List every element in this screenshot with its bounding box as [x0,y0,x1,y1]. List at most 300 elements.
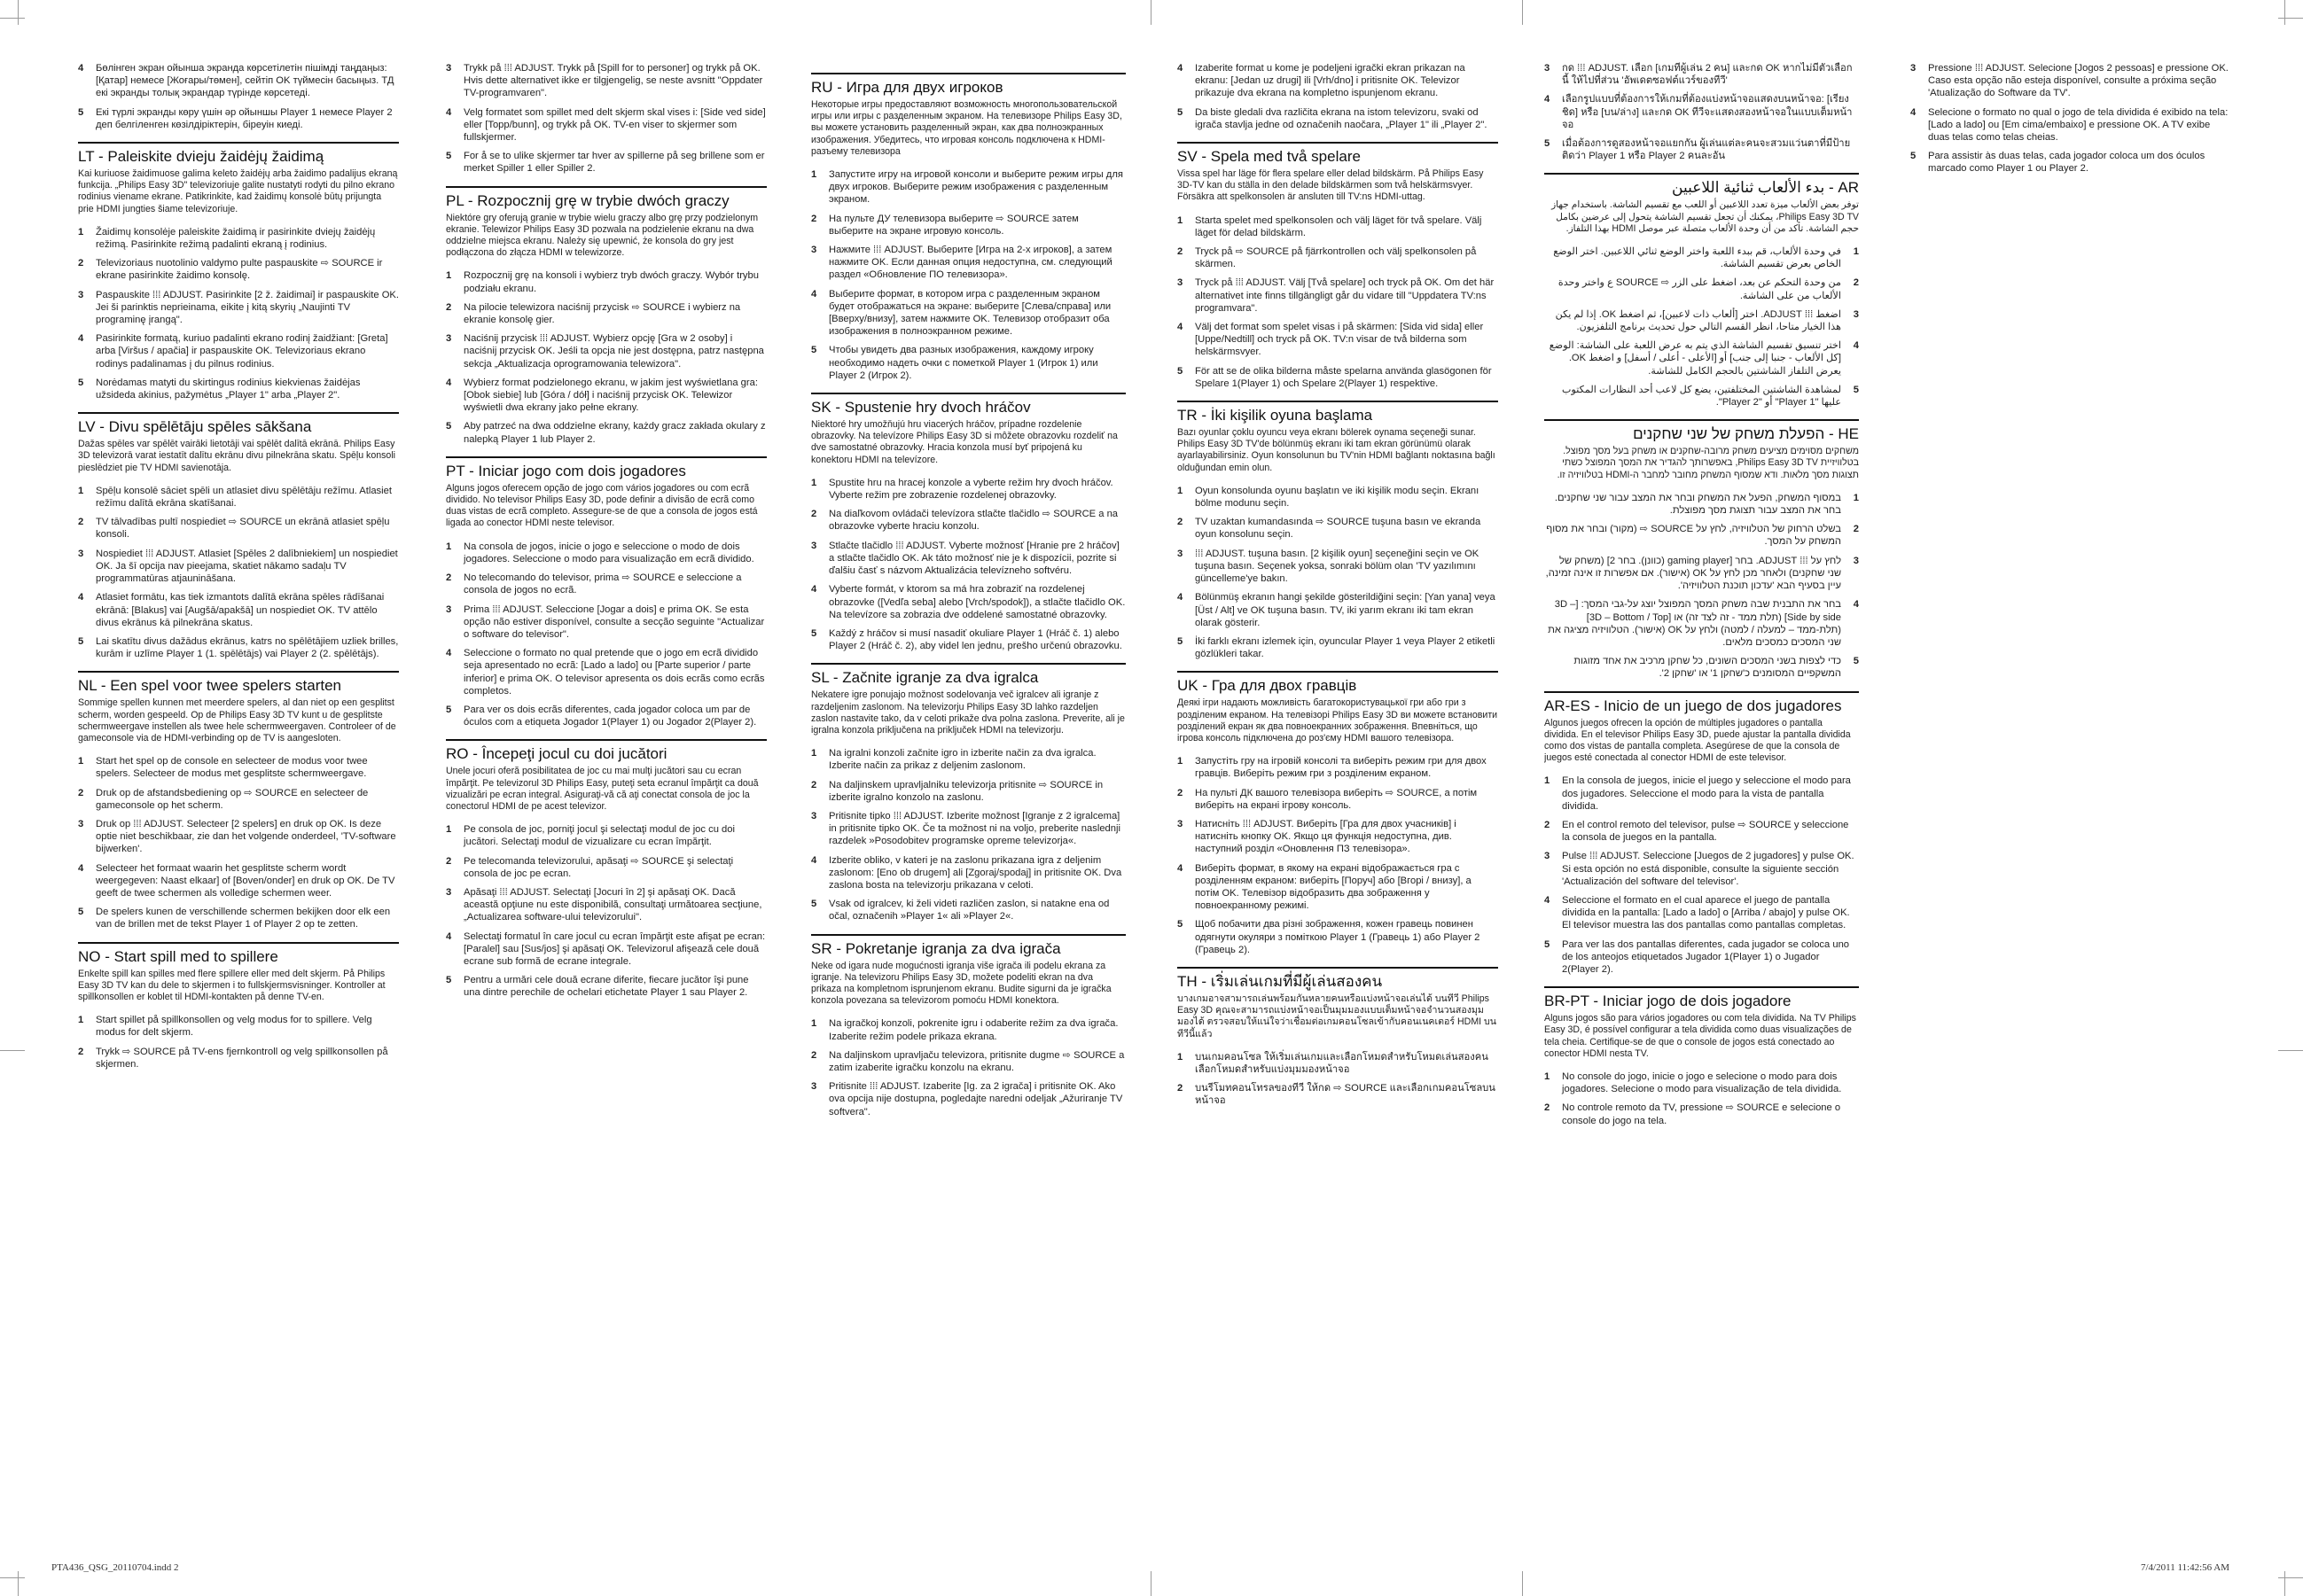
instruction-step [811,1080,1126,1118]
section-intro: משחקים מסוימים מציעים משחק מרובה-שחקנים או משחק בעל מסך מפוצל. בטלוויזיית Philips Easy 3D TV, באפשרותך להגדיר את המסך המפוצל כשתי תצוגות מסך מלאות. ודא שמסוף המשחק מחובר למחבר ה-HDMI בטלוויזיה זו. [1557,446,1859,480]
crop-mark [0,1050,25,1051]
step-text: בחר את התבנית שבה משחק המסך המפוצל יוצג על-גבי המסך: [3D – Side by side] (תלת ממד - זה לצד זה) או [3D – Bottom / Top] (תלת-ממד – למעלה / למטה) ולחץ על OK (אישור). הטלוויזיה מציגה את שני המסכים כמסכים מלאים. [1548,599,1841,648]
step-number: 3 [1544,63,1550,74]
section-intro: บางเกมอาจสามารถเล่นพร้อมกันหลายคนหรือแบ่งหน้าจอเล่นได้ บนทีวี Philips Easy 3D คุณจะสามารถแบ่งหน้าจอเป็นมุมมองแบบเต็มหน้าจอจำนวนสองมุมมองได้ ตรวจสอบให้แน่ใจว่าเชื่อมต่อเกมคอนโซลเข้ากับคอนเนคเตอร์ HDMI บนทีวีนี้แล้ว [1177,993,1496,1039]
instruction-step [1177,818,1498,856]
step-number: 3 [446,603,452,615]
instruction-step [1910,150,2234,175]
language-section [1177,967,1498,1108]
step-number: 5 [446,151,452,162]
page-column [446,62,767,1560]
step-text: Para ver las dos pantallas diferentes, cada jugador se coloca uno de los anteojos etiquetados Jugador 1(Player 1) o Jugador 2(Player 2). [1562,938,1850,975]
step-number: 4 [1177,862,1183,874]
step-text: Tryck på ⁞⁞⁞ ADJUST. Välj [Två spelare] och tryck på OK. Om det här alternativet inte finns tillgängligt går du vidare till "Uppdatera TV:ns programvara". [1195,277,1495,314]
section-divider [1177,671,1498,673]
instruction-step [446,647,767,697]
crop-mark [2278,1050,2303,1051]
page-column [1910,62,2234,1560]
instruction-step [1544,492,1859,517]
instruction-step [1177,1051,1498,1076]
step-text: Para ver os dois ecrãs diferentes, cada jogador coloca um par de óculos com a etiqueta Jogador 1(Player 1) ou Jogador 2(Player 2). [464,704,757,728]
instruction-step [446,269,767,294]
section-divider [1544,419,1859,421]
step-text: İki farklı ekranı izlemek için, oyuncular Player 1 veya Player 2 etiketli gözlükleri takar. [1195,635,1495,660]
step-text: TV uzaktan kumandasında ⇨ SOURCE tuşuna basın ve ekranda oyun konsolunu seçin. [1195,517,1481,541]
step-number: 3 [1177,548,1183,559]
section-divider [811,393,1126,394]
step-text: Натисніть ⁞⁞⁞ ADJUST. Виберіть [Гра для двох учасників] і натисніть кнопку OK. Якщо ця функція недоступна, див. наступний розділ «Оновлення ПЗ телевізора». [1195,818,1456,855]
section-intro: Neke od igara nude mogućnosti igranja više igrača ili podelu ekrana za igranje. Na televizoru Philips Easy 3D, možete podeliti ekran na dva prikaza na kompletnom isprunjenom ekranu. Budite sigurni da je igračka konzola povezana sa televizorom pomoću HDMI konektora. [811,960,1112,1007]
instruction-step [78,591,399,629]
step-number: 1 [811,477,817,488]
footer-file-name: PTA436_QSG_20110704.indd 2 [51,1562,179,1573]
step-text: Pulse ⁞⁞⁞ ADJUST. Seleccione [Juegos de 2 jugadores] y pulse OK. Si esta opción no está disponible, consulte la siguiente sección 'Actualización del software del televisor'. [1562,851,1854,887]
step-number: 3 [446,63,452,74]
section-title: TH - เริ่มเล่นเกมที่มีผู้เล่นสองคน [1177,972,1383,990]
step-text: Pritisnite tipko ⁞⁞⁞ ADJUST. Izberite možnost [Igranje z 2 igralcema] in pritisnite tipko OK. Če ta možnost ni na voljo, preberite naslednji razdelek »Posodobitev programske opreme televizorja«. [829,810,1120,847]
step-text: Екі түрлі экранды көру үшін әр ойыншы Player 1 немесе Player 2 деп белгіленген көзілдіріктерін, біреуін киеді. [96,106,393,130]
instruction-step [78,635,399,660]
section-title: AR-ES - Inicio de un juego de dos jugadores [1544,697,1842,714]
step-number: 2 [811,509,817,520]
step-number: 1 [1177,214,1183,226]
step-text: Seleccione el formato en el cual aparece el juego de pantalla dividida en la pantalla: [Lado a lado] o [Arriba / abajo] y pulse OK. El televisor muestra las dos pantallas como pantallas completas. [1562,894,1850,931]
step-text: Selecteer het formaat waarin het gesplitste scherm wordt weergegeven: Naast elkaar] of [Boven/onder] en druk op OK. De TV geeft de twee schermen als volledige schermen weer. [96,862,395,899]
step-text: Para assistir às duas telas, cada jogador coloca um dos óculos marcado como Player 1 ou Player 2. [1928,151,2205,175]
step-text: في وحدة الألعاب، قم ببدء اللعبة واختر الوضع ثنائي اللاعبين. اختر الوضع الخاص بعرض تقسيم الشاشة. [1553,246,1841,270]
instruction-step [446,886,767,924]
crop-mark [2284,0,2285,25]
step-number: 3 [1910,63,1917,74]
instruction-step [78,289,399,327]
step-text: Бөлінген экран ойынша экранда көрсетілетін пішімді таңдаңыз: [Қатар] немесе [Жоғары/төмен], сейтіп OK түймесін басыңыз. ТД екі экранды толық экрандар түрінде көрсетеді. [96,63,394,99]
step-number: 4 [78,63,84,74]
step-text: اضغط ⁞⁞⁞ ADJUST. اختر [ألعاب ذات لاعبين]، ثم اضغط OK. إذا لم يكن هذا الخيار متاحا، انظر القسم التالي حول تحديث برنامج التلفزيون. [1555,308,1841,333]
step-number: 4 [811,584,817,596]
step-number: 4 [446,930,452,942]
section-divider [1177,142,1498,144]
step-number: 4 [78,333,84,345]
section-divider [1544,173,1859,175]
instruction-step [1177,1082,1498,1107]
step-number: 1 [1177,756,1183,767]
instruction-step [446,823,767,848]
step-number: 5 [1853,384,1859,395]
step-number: 1 [1544,775,1550,787]
instruction-step [1544,1070,1859,1095]
instruction-step [1544,775,1859,813]
step-text: לחץ על ⁞⁞⁞ ADJUST. בחר [gaming player (כוונן). בחר 2] (משחק של שני שחקנים) ולאחר מכן לחץ על OK (אישור). אם אפשרות זו אינה זמינה, עיין בסעיף הבא 'עדכון תוכנת הטלוויזיה'. [1545,555,1841,592]
step-text: Нажмите ⁞⁞⁞ ADJUST. Выберите [Игра на 2-х игроков], а затем нажмите OK. Если данная опция недоступна, см. следующий раздел «Обновление ПО телевизора». [829,245,1112,281]
step-text: اختر تنسيق تقسيم الشاشة الذي يتم به عرض اللعبة على الشاشة: الوضع [كل الألعاب - جنبا إلى جنب] أو [الأعلى - أعلى / أسفل] و اضغط OK. يعرض التلفاز الشاشتين بالحجم الكامل للشاشة. [1549,340,1841,377]
language-section [446,186,767,446]
section-intro: Niektóre gry oferują granie w trybie wielu graczy albo grę przy podzielonym ekranie. Telewizor Philips Easy 3D pozwala na podzielenie ekranu na dwa oddzielne miejsca ekranu. Należy się upewnić, że konsola do gry jest podłączona do złącza HDMI w telewizorze. [446,212,759,259]
page-column [78,62,399,1560]
step-number: 5 [1177,365,1183,377]
step-text: Prima ⁞⁞⁞ ADJUST. Seleccione [Jogar a dois] e prima OK. Se esta opção não estiver disponível, consulte a secção seguinte "Actualizar o software do televisor". [464,603,765,640]
step-text: En la consola de juegos, inicie el juego y seleccione el modo para dos jugadores. Seleccione el modo para la vista de pantalla dividida. [1562,775,1851,812]
section-divider [811,663,1126,665]
instruction-step [1177,245,1498,270]
language-section [78,942,399,1070]
section-intro: Alguns jogos oferecem opção de jogo com vários jogadores ou com ecrã dividido. No televisor Philips Easy 3D, pode definir a divisão de ecrã como duas vistas de ecrã completo. Assegure-se de que a consola de jogos está ligada ao conector HDMI neste televisor. [446,482,758,529]
instruction-step [78,257,399,282]
instruction-step [811,747,1126,772]
step-text: Start spillet på spillkonsollen og velg modus for to spillere. Velg modus for delt skjerm. [96,1015,372,1039]
instruction-step [811,810,1126,848]
step-text: Trykk på ⁞⁞⁞ ADJUST. Trykk på [Spill for to personer] og trykk på OK. Hvis dette alternativet ikke er tilgjengelig, se neste avsnitt "Oppdater TV-programvaren". [464,63,763,99]
step-text: Rozpocznij grę na konsoli i wybierz tryb dwóch graczy. Wybór trybu podziału ekranu. [464,270,759,294]
section-divider [78,412,399,414]
language-section [811,393,1126,652]
step-text: Norėdamas matyti du skirtingus rodinius kiekvienas žaidėjas užsideda akinius, pažymėtus „Player 1" arba „Player 2". [96,377,361,401]
step-text: De spelers kunen de verschillende schermen bekijken door elk een van de brillen met de tekst Player 1 of Player 2 op te zetten. [96,907,391,930]
section-intro: Algunos juegos ofrecen la opción de múltiples jugadores o pantalla dividida. En el televisor Philips Easy 3D, puede ajustar la pantalla dividida como dos vistas de pantalla completa. Asegúrese de que la consola de juegos esté conectada al conector HDMI de este televisor. [1544,717,1851,764]
instruction-step [1544,598,1859,649]
step-number: 5 [1910,151,1917,162]
step-text: Na consola de jogos, inicie o jogo e seleccione o modo de dois jogadores. Seleccione o modo para visualização em ecrã dividido. [464,541,754,564]
step-text: Na pilocie telewizora naciśnij przycisk ⇨ SOURCE i wybierz na ekranie konsolę gier. [464,301,741,326]
step-text: En el control remoto del televisor, pulse ⇨ SOURCE y seleccione la consola de juegos en la pantalla. [1562,819,1849,844]
instruction-step [811,627,1126,652]
step-number: 5 [1177,106,1183,118]
step-text: Tryck på ⇨ SOURCE på fjärrkontrollen och välj spelkonsolen på skärmen. [1195,246,1477,270]
step-number: 2 [811,779,817,790]
section-intro: Kai kuriuose žaidimuose galima keleto žaidėjų arba žaidimo padalijus ekraną funkcija. „Philips Easy 3D" televizoriuje galite nustatyti rodyti du pilno ekrano rodinius viename ekrane. Patikrinkite, kad žaidimų konsolė būtų prijungta prie HDMI jungties šiame televizoriuje. [78,168,398,214]
section-title: NO - Start spill med to spillere [78,947,278,965]
instruction-step [78,906,399,930]
section-divider [1177,401,1498,402]
instruction-step [1177,321,1498,359]
instruction-step [78,62,399,100]
step-number: 3 [1853,308,1859,320]
step-number: 4 [446,648,452,659]
instruction-step [78,862,399,900]
step-number: 1 [1544,1070,1550,1082]
step-text: כדי לצפות בשני המסכים השונים, כל שחקן מרכיב את אחד מזוגות המשקפיים המסומנים כ'שחקן 1' או 'שחקן 2'. [1573,656,1841,680]
step-number: 4 [1853,599,1859,611]
step-text: במסוף המשחק, הפעל את המשחק ובחר את המצב עבור שני שחקנים. בחר את המצב עבור תצוגת מסך מפוצלת. [1554,492,1841,517]
step-text: Wybierz format podzielonego ekranu, w jakim jest wyświetlana gra: [Obok siebie] lub [Góra / dół] i naciśnij przycisk OK. Telewizor wyświetli dwa ekrany jako pełne ekrany. [464,377,758,414]
step-text: Pe consola de joc, porniţi jocul şi selectaţi modul de joc cu doi jucători. Selectaţi modul de vizualizare cu ecran împărţit. [464,824,735,848]
section-intro: Некоторые игры предоставляют возможность многопользовательской игры или игры с разделенным экраном. На телевизоре Philips Easy 3D, вы можете установить разделенный экран, как два полноэкранных изображения. Убедитесь, что игровая консоль подключена к HDMI-разъему телевизора [811,99,1122,157]
crop-mark [0,1577,25,1578]
crop-mark [0,18,25,19]
instruction-step [1544,850,1859,888]
step-number: 1 [1177,1051,1183,1063]
step-number: 5 [811,899,817,910]
instruction-step [78,1046,399,1070]
step-text: Чтобы увидеть два разных изображения, каждому игроку необходимо надеть очки с пометкой Player 1 (Игрок 1) или Player 2 (Игрок 2). [829,345,1098,381]
crop-mark [1151,0,1152,25]
step-text: Vyberte formát, v ktorom sa má hra zobraziť na rozdelenej obrazovke ([Vedľa seba] alebo [Vrch/spodok]), a stlačte tlačidlo OK. Na televízore sa zobrazia dve oddelené samostatné obrazovky. [829,584,1126,620]
step-text: Trykk ⇨ SOURCE på TV-ens fjernkontroll og velg spillkonsollen på skjermen. [96,1046,388,1070]
instruction-step [1177,106,1498,131]
step-number: 4 [1177,592,1183,603]
instruction-step [811,540,1126,578]
instruction-step [811,583,1126,621]
instruction-step [1177,787,1498,812]
step-number: 4 [446,377,452,388]
footer-datetime: 7/4/2011 11:42:56 AM [2141,1562,2230,1573]
step-number: 3 [1177,818,1183,829]
step-text: Oyun konsolunda oyunu başlatın ve iki kişilik modu seçin. Ekranı bölme modunu seçin. [1195,485,1479,510]
instruction-step [78,106,399,131]
language-section [1177,671,1498,956]
language-section [78,671,399,930]
crop-mark [2278,1577,2303,1578]
instruction-step [1177,591,1498,629]
instruction-step [446,377,767,415]
instruction-step [1544,384,1859,409]
step-number: 2 [1853,277,1859,289]
step-text: For å se to ulike skjermer tar hver av spillerne på seg brillene som er merket Spiller 1 eller Spiller 2. [464,151,765,175]
instruction-step [811,854,1126,892]
step-text: Виберіть формат, в якому на екрані відображається гра с розділенням екраном: виберіть [Поруч] або [Вгорі / внизу], а потім OK. Телевізор відобразить два зображення у повноекранному режимі. [1195,862,1472,912]
instruction-step [446,704,767,728]
instruction-step [1544,93,1859,131]
instruction-step [1544,339,1859,378]
step-number: 3 [78,548,84,559]
crop-mark [1522,1571,1523,1596]
step-text: Na igračkoj konzoli, pokrenite igru i odaberite režim za dva igrača. Izaberite režim podele prikaza ekrana. [829,1018,1119,1042]
section-divider [1544,986,1859,988]
step-text: Vsak od igralcev, ki želi videti različen zaslon, si natakne ena od očal, označenih »Player 1« ali »Player 2«. [829,899,1110,923]
instruction-step [1177,862,1498,913]
instruction-step [1910,106,2234,144]
step-number: 1 [446,270,452,282]
step-number: 2 [446,855,452,867]
step-text: เลือกรูปแบบที่ต้องการให้เกมที่ต้องแบ่งหน้าจอแสดงบนหน้าจอ: [เรียงชิด] หรือ [บน/ล่าง] และกด OK ทีวีจะแสดงสองหน้าจอในแบบเต็มหน้าจอ [1562,94,1853,130]
section-title: SK - Spustenie hry dvoch hráčov [811,399,1031,417]
step-number: 5 [1544,138,1550,150]
instruction-step [1910,62,2234,100]
step-text: Na igralni konzoli začnite igro in izberite način za dva igralca. Izberite način za prikaz z deljenim zaslonom. [829,748,1097,772]
step-number: 2 [78,258,84,269]
step-number: 5 [78,907,84,918]
instruction-step [1177,635,1498,660]
section-divider [78,942,399,944]
step-text: Spēļu konsolē sāciet spēli un atlasiet divu spēlētāju režīmu. Atlasiet režīmu dalītā ekrāna skatīšanai. [96,485,392,510]
step-text: Izaberite format u kome je podeljeni igrački ekran prikazan na ekranu: [Jedan uz drugi] ili [Vrh/dno] i pritisnite OK. Televizor prikazuje dva ekrana na kompletno ispunjenom ekranu. [1195,63,1465,99]
instruction-step [78,332,399,370]
step-text: Spustite hru na hracej konzole a vyberte režim hry dvoch hráčov. Vyberte režim pre zobrazenie rozdelenej obrazovky. [829,477,1113,502]
instruction-step [1177,548,1498,586]
section-divider [78,671,399,673]
instruction-step [811,1049,1126,1074]
step-text: Televizoriaus nuotolinio valdymo pulte paspauskite ⇨ SOURCE ir ekrane pasirinkite žaidimo konsolę. [96,258,383,282]
step-text: Запустите игру на игровой консоли и выберите режим игры для двух игроков. Выберите режим изображения с разделенным экраном. [829,169,1123,206]
instruction-step [446,106,767,144]
instruction-step [78,1014,399,1039]
instruction-step [1544,308,1859,333]
section-title: UK - Гра для двох гравців [1177,677,1357,695]
step-text: Välj det format som spelet visas i på skärmen: [Sida vid sida] eller [Uppe/Nedtill] och tryck på OK. TV:n visar de två bilderna som helskärmsvyer. [1195,322,1484,358]
instruction-step [78,787,399,812]
instruction-step [1544,655,1859,680]
step-number: 1 [811,748,817,759]
step-text: Selectaţi formatul în care jocul cu ecran împărţit este afişat pe ecran: [Paralel] sau [Sus/jos] şi apăsaţi OK. Televizorul afişează cele două ecrane sub formă de ecrane integrale. [464,930,766,967]
instruction-step [446,420,767,445]
instruction-step [1177,485,1498,510]
instruction-step [811,168,1126,206]
language-section [811,663,1126,923]
step-number: 3 [78,289,84,300]
section-title: HE - הפעלת משחק של שני שחקנים [1633,425,1859,443]
step-text: Na diaľkovom ovládači televízora stlačte tlačidlo ⇨ SOURCE a na obrazovke vyberte hraciu konzolu. [829,509,1119,533]
instruction-step [1544,555,1859,593]
step-number: 4 [811,288,817,300]
step-number: 5 [78,635,84,647]
step-text: Apăsaţi ⁞⁞⁞ ADJUST. Selectaţi [Jocuri în 2] şi apăsaţi OK. Dacă această opţiune nu este disponibilă, consultaţi următoarea secţiune, „Actualizarea software-ului televizorului". [464,886,762,923]
crop-mark [1151,1571,1152,1596]
step-text: No console do jogo, inicie o jogo e selecione o modo para dois jogadores. Selecione o modo para visualização de tela dividida. [1562,1070,1842,1095]
section-title: PL - Rozpocznij grę w trybie dwóch graczy [446,191,730,209]
instruction-step [1544,62,1859,87]
step-text: Žaidimų konsolėje paleiskite žaidimą ir pasirinkite dviejų žaidėjų režimą. Pasirinkite režimą padalinti ekraną į rodinius. [96,226,376,251]
crop-mark [18,0,19,25]
instruction-step [811,244,1126,282]
step-text: На пульте ДУ телевизора выберите ⇨ SOURCE затем выберите на экране игровую консоль. [829,213,1079,237]
step-text: Start het spel op de console en selecteer de modus voor twee spelers. Selecteer de modus met gesplitste schermweergave. [96,756,368,780]
instruction-step [811,779,1126,804]
section-divider [78,142,399,144]
step-text: Stlačte tlačidlo ⁞⁞⁞ ADJUST. Vyberte možnosť [Hranie pre 2 hráčov] a stlačte tlačidlo OK. Ak táto možnosť nie je k dispozícii, pozrite si ďalšiu časť s názvom Aktualizácia televízneho softvéru. [829,540,1120,577]
section-intro: توفر بعض الألعاب ميزة تعدد اللاعبين أو اللعب مع تقسيم الشاشة. باستخدام جهاز Philips Easy 3D TV، يمكنك أن تجعل تقسيم الشاشة يتحول إلى عرضين بكامل حجم الشاشة. تأكد من أن وحدة الألعاب متصلة عبر موصل HDMI بهذا التلفاز. [1551,199,1859,234]
step-number: 2 [446,572,452,584]
step-text: Pasirinkite formatą, kuriuo padalinti ekrano rodinį žaidžiant: [Greta] arba [Viršus / apačia] ir paspauskite OK. Televizoriaus ekrano rodinys padalinamas į du pilnus rodinius. [96,333,388,370]
section-divider [446,456,767,458]
instruction-step [1177,365,1498,390]
step-text: Naciśnij przycisk ⁞⁞⁞ ADJUST. Wybierz opcję [Gra w 2 osoby] i naciśnij przycisk OK. Jeśli ta opcja nie jest dostępna, patrz następna sekcja „Aktualizacja oprogramowania telewizora". [464,333,764,370]
step-text: لمشاهدة الشاشتين المختلفتين، يضع كل لاعب أحد النظارات المكتوب عليها "Player 1" أو "Player 2". [1561,384,1841,409]
step-number: 1 [446,824,452,836]
section-intro: Bazı oyunlar çoklu oyuncu veya ekranı bölerek oynama seçeneği sunar. Philips Easy 3D TV'de bölünmüş ekranı iki tam ekran görünümü olarak ayarlayabilirsiniz. Oyun konsolunun bu TV'nin HDMI bağlantı noktasına bağlı olduğundan emin olun. [1177,427,1495,473]
language-section [1544,986,1859,1127]
section-title: NL - Een spel voor twee spelers starten [78,677,342,695]
section-title: PT - Iniciar jogo com dois jogadores [446,462,686,479]
step-number: 3 [811,540,817,551]
step-number: 5 [811,627,817,639]
section-divider [811,73,1126,74]
step-number: 3 [446,333,452,345]
step-number: 1 [1853,246,1859,258]
step-number: 2 [811,213,817,224]
step-number: 2 [1544,819,1550,830]
instruction-step [1544,938,1859,977]
section-divider [1544,691,1859,693]
instruction-step [446,541,767,565]
step-text: Щоб побачити два різні зображення, кожен гравець повинен одягнути окуляри з поміткою Player 1 (Гравець 1) або Player 2 (Гравець 2). [1195,919,1480,955]
step-number: 3 [1177,277,1183,289]
step-number: 1 [811,1018,817,1030]
step-text: Na daljinskem upravljalniku televizorja pritisnite ⇨ SOURCE in izberite igralno konzolo na zaslonu. [829,779,1104,803]
step-text: No controle remoto da TV, pressione ⇨ SOURCE e selecione o console do jogo na tela. [1562,1102,1841,1126]
step-text: Seleccione o formato no qual pretende que o jogo em ecrã dividido seja apresentado no ecrã: [Lado a lado] ou [Parte superior / parte inferior] e prima OK. O televisor apresenta os dois ecrãs como ecrãs completos. [464,648,765,697]
step-number: 2 [1177,787,1183,798]
step-number: 1 [78,485,84,496]
step-text: Запустіть гру на ігровій консолі та виберіть режим гри для двох гравців. Виберіть режим гри з розділеним екраном. [1195,756,1487,780]
language-section [446,456,767,728]
step-number: 5 [1544,938,1550,950]
section-intro: Nekatere igre ponujajo možnost sodelovanja več igralcev ali igranje z razdeljenim zaslonom. Na televizorju Philips Easy 3D lahko razdeljen zaslon nastavite tako, da v celoti prikaže dva polna zaslona. Preverite, ali je igralna konzola priključena na priključek HDMI na televizorju. [811,689,1125,736]
step-text: Pe telecomanda televizorului, apăsaţi ⇨ SOURCE şi selectaţi consola de joc pe ecran. [464,855,734,879]
step-number: 2 [1177,1083,1183,1094]
step-number: 4 [811,854,817,866]
instruction-step [446,332,767,370]
section-intro: Alguns jogos são para vários jogadores ou com tela dividida. Na TV Philips Easy 3D, é possível configurar a tela dividida como duas visualizações de tela cheia. Certifique-se de que o console de jogos está conectado ao conector HDMI nesta TV. [1544,1013,1856,1059]
instruction-step [811,288,1126,339]
instruction-step [811,1017,1126,1042]
step-number: 1 [78,756,84,767]
language-section [811,73,1126,382]
instruction-step [78,485,399,510]
section-title: BR-PT - Iniciar jogo de dois jogadore [1544,993,1792,1010]
step-text: Pentru a urmări cele două ecrane diferite, fiecare jucător îşi pune una dintre perechile de ochelari etichetate Player 1 sau Player 2. [464,975,749,999]
step-number: 1 [1177,485,1183,496]
instruction-step [1544,894,1859,932]
section-intro: Dažas spēles var spēlēt vairāki lietotāji vai spēlēt dalītā ekrānā. Philips Easy 3D televizorā varat iestatīt dalītu ekrānu divu pilnekrāna skatu. Spēļu konsoli pieslēdziet pie TV HDMI savienotāja. [78,439,396,473]
section-title: RO - Începeţi jocul cu doi jucători [446,745,667,763]
instruction-step [446,930,767,969]
instruction-step [1177,516,1498,541]
section-title: SL - Začnite igranje za dva igralca [811,669,1039,687]
instruction-step [1177,918,1498,956]
step-number: 4 [78,592,84,603]
step-text: No telecomando do televisor, prima ⇨ SOURCE e seleccione a consola de jogos no ecrã. [464,572,742,596]
step-number: 4 [1910,106,1917,118]
section-title: LT - Paleiskite dvieju žaidėjų žaidimą [78,148,324,166]
step-number: 4 [78,862,84,874]
section-title: SV - Spela med två spelare [1177,148,1361,166]
step-number: 3 [78,818,84,829]
step-number: 4 [1544,94,1550,105]
instruction-step [446,62,767,100]
section-intro: Enkelte spill kan spilles med flere spillere eller med delt skjerm. På Philips Easy 3D TV kan du dele to skjermen i to fullskjermsvisninger. Kontroller at spillkonsollen er koblet til HDMI-kontakten på denne TV-en. [78,968,386,1002]
section-divider [446,186,767,188]
instruction-step [811,213,1126,237]
page-column [1177,62,1498,1560]
step-text: Lai skatītu divus dažādus ekrānus, katrs no spēlētājiem uzliek brilles, kurām ir uzlīme Player 1 (1. spēlētājs) vai Player 2 (2. spēlētājs). [96,635,399,660]
step-text: בשלט הרחוק של הטלוויזיה, לחץ על SOURCE ⇨ (מקור) ובחר את מסוף המשחק על המסך. [1546,524,1841,548]
page-column [811,62,1126,1560]
step-number: 1 [811,169,817,181]
language-section [1544,691,1859,977]
step-number: 5 [1853,656,1859,667]
step-number: 3 [811,245,817,256]
instruction-step [1544,1102,1859,1126]
step-number: 4 [1853,340,1859,352]
step-text: เมื่อต้องการดูสองหน้าจอแยกกัน ผู้เล่นแต่ละคนจะสวมแว่นตาที่มีป้ายติดว่า Player 1 หรือ Player 2 คนละอัน [1562,138,1851,162]
step-number: 5 [446,975,452,986]
step-number: 5 [446,704,452,715]
step-number: 5 [1177,919,1183,930]
instruction-step [78,226,399,251]
page-column [1544,62,1859,1560]
instruction-step [78,755,399,780]
instruction-step [1177,214,1498,239]
instruction-step [1544,276,1859,301]
crop-mark [2278,18,2303,19]
step-number: 2 [1853,524,1859,535]
instruction-step [446,974,767,999]
crop-mark [1522,0,1523,25]
instruction-step [1544,819,1859,844]
step-text: Atlasiet formātu, kas tiek izmantots dalītā ekrāna spēles rādīšanai ekrānā: [Blakus] vai [Augšā/apakšā] un nospiediet OK. TV attēlo divus ekrānus kā pilnekrāna skatus. [96,592,385,628]
instruction-step [1544,245,1859,270]
step-number: 3 [1853,555,1859,566]
step-text: Starta spelet med spelkonsolen och välj läget för två spelare. Välj läget för delad bildskärm. [1195,214,1482,238]
